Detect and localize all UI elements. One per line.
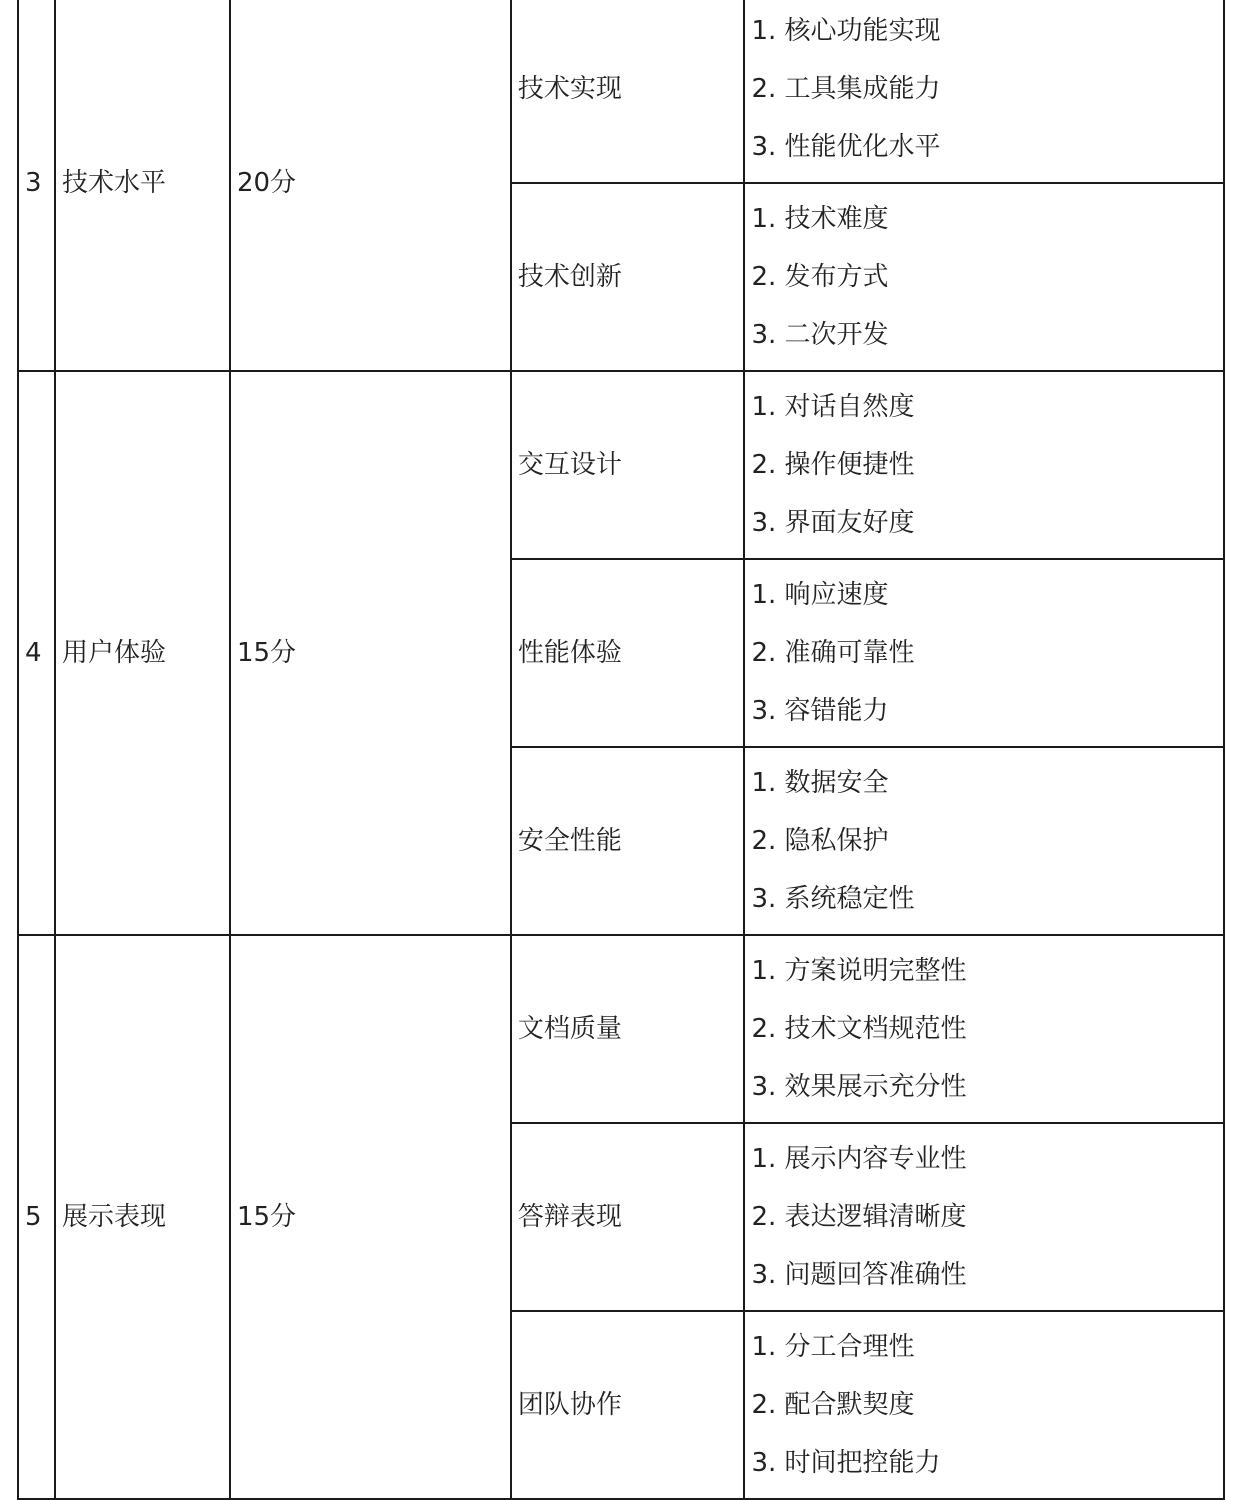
criterion-item: 1. 对话自然度 xyxy=(751,392,915,422)
subitem-cell: 团队协作 xyxy=(511,1311,745,1499)
criterion-item: 3. 二次开发 xyxy=(751,320,889,350)
criterion-item: 2. 表达逻辑清晰度 xyxy=(751,1202,967,1232)
criteria-cell xyxy=(744,935,1224,1123)
item-number-cell: 3 xyxy=(18,0,55,371)
criterion-item: 1. 分工合理性 xyxy=(751,1332,915,1362)
dimension-cell: 技术水平 xyxy=(55,0,230,371)
criterion-item: 1. 方案说明完整性 xyxy=(751,956,967,986)
scoring-table xyxy=(17,0,1225,1500)
subitem-cell: 交互设计 xyxy=(511,371,745,559)
subitem-cell: 文档质量 xyxy=(511,935,745,1123)
criterion-item: 3. 问题回答准确性 xyxy=(751,1260,967,1290)
criterion-item: 1. 展示内容专业性 xyxy=(751,1144,967,1174)
criterion-item: 2. 隐私保护 xyxy=(751,826,889,856)
dimension-cell: 用户体验 xyxy=(55,371,230,935)
subitem-cell: 技术创新 xyxy=(511,183,745,371)
criteria-cell xyxy=(744,371,1224,559)
subitem-cell: 性能体验 xyxy=(511,559,745,747)
criteria-cell xyxy=(744,0,1224,183)
table-row xyxy=(18,371,1224,559)
criterion-item: 3. 容错能力 xyxy=(751,696,889,726)
criteria-cell xyxy=(744,747,1224,935)
criteria-cell xyxy=(744,559,1224,747)
criterion-item: 2. 配合默契度 xyxy=(751,1390,915,1420)
points-cell: 20分 xyxy=(230,0,511,371)
criterion-item: 3. 效果展示充分性 xyxy=(751,1072,967,1102)
subitem-cell: 安全性能 xyxy=(511,747,745,935)
item-number-cell: 4 xyxy=(18,371,55,935)
criterion-item: 1. 响应速度 xyxy=(751,580,889,610)
criterion-item: 3. 时间把控能力 xyxy=(751,1448,941,1478)
criterion-item: 2. 工具集成能力 xyxy=(751,74,941,104)
criterion-item: 1. 技术难度 xyxy=(751,204,889,234)
points-cell: 15分 xyxy=(230,371,511,935)
criterion-item: 1. 数据安全 xyxy=(751,768,889,798)
criteria-cell xyxy=(744,1311,1224,1499)
subitem-cell: 答辩表现 xyxy=(511,1123,745,1311)
criteria-cell xyxy=(744,183,1224,371)
criterion-item: 2. 操作便捷性 xyxy=(751,450,915,480)
item-number-cell: 5 xyxy=(18,935,55,1499)
table-row xyxy=(18,935,1224,1123)
criterion-item: 1. 核心功能实现 xyxy=(751,16,941,46)
subitem-cell: 技术实现 xyxy=(511,0,745,183)
criterion-item: 2. 发布方式 xyxy=(751,262,889,292)
criterion-item: 3. 界面友好度 xyxy=(751,508,915,538)
criterion-item: 2. 技术文档规范性 xyxy=(751,1014,967,1044)
criterion-item: 2. 准确可靠性 xyxy=(751,638,915,668)
table-row xyxy=(18,0,1224,183)
criteria-cell xyxy=(744,1123,1224,1311)
criterion-item: 3. 系统稳定性 xyxy=(751,884,915,914)
criterion-item: 3. 性能优化水平 xyxy=(751,132,941,162)
points-cell: 15分 xyxy=(230,935,511,1499)
dimension-cell: 展示表现 xyxy=(55,935,230,1499)
